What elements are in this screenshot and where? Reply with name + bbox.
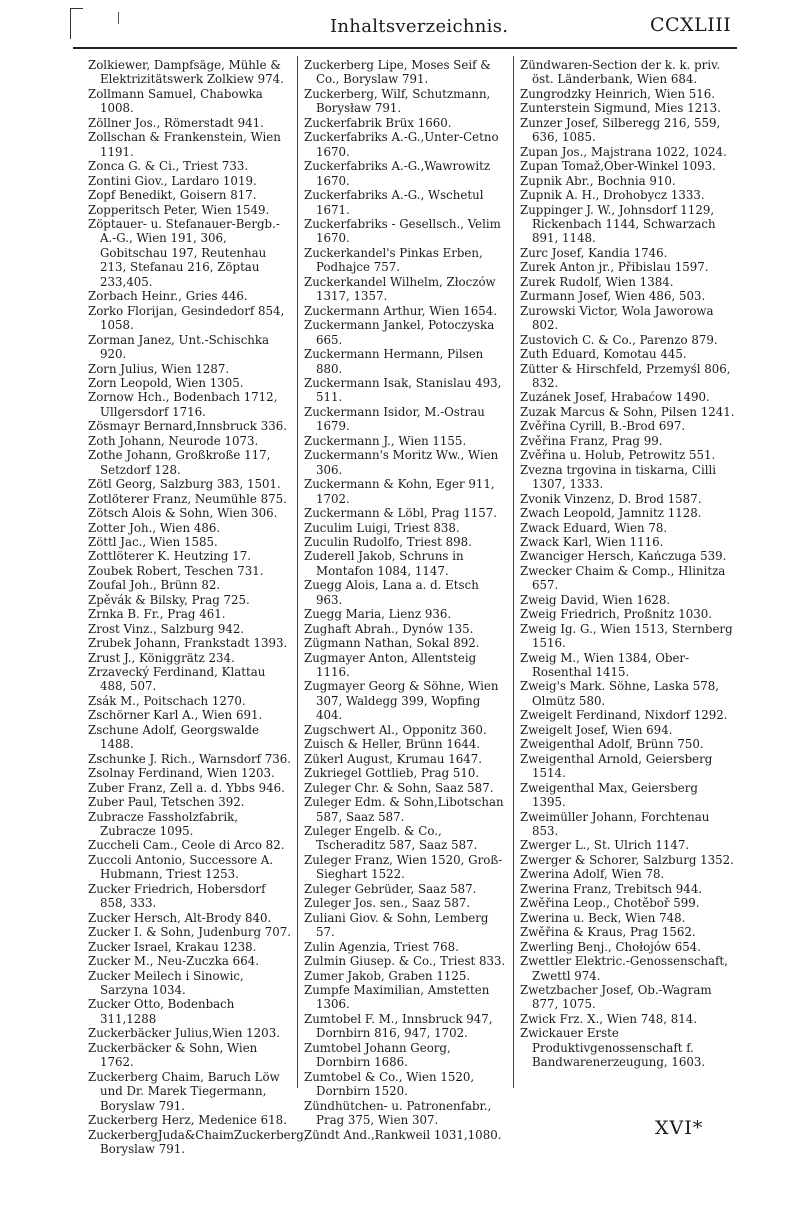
index-entry: Zopf Benedikt, Goisern 817. [88,188,257,203]
index-entry: Zündt And.,Rankweil 1031,1080. [304,1127,502,1142]
index-entry: Zollschan & Frankenstein, Wien 1191. [88,130,281,159]
index-entry: Zupnik A. H., Drohobycz 1333. [520,188,705,203]
corner-crop-mark [70,8,83,39]
index-entry: Zwickauer Erste Produktivgenossenschaft f. Bandwarenerzeugung, 1603. [520,1026,706,1070]
index-entry: Zorn Leopold, Wien 1305. [88,375,244,390]
index-entry: Zuckermann Isak, Stanislau 493, 511. [304,375,502,405]
index-entry: Zustovich C. & Co., Parenzo 879. [520,332,718,347]
index-entry: Zunzer Josef, Silberegg 216, 559, 636, 1085. [520,115,721,145]
index-entry: Zugmayer Georg & Söhne, Wien 307, Waldegg 399, Wopfing 404. [304,679,499,723]
index-entry: Zrzavecký Ferdinand, Klattau 488, 507. [88,665,266,694]
index-entry: Zwecker Chaim & Comp., Hlinitza 657. [520,563,726,593]
index-entry: Zuckerberg Lipe, Moses Seif & Co., Boryslaw 791. [304,58,491,87]
index-entry: Zöllner Jos., Römerstadt 941. [88,115,264,130]
index-entry: Zopperitsch Peter, Wien 1549. [88,202,270,217]
index-entry: Zwerger & Schorer, Salzburg 1352. [520,852,734,867]
index-entry: Zsák M., Poitschach 1270. [88,693,246,708]
index-entry: Zuber Franz, Zell a. d. Ybbs 946. [88,780,285,795]
index-entry: Zughaft Abrah., Dynów 135. [304,621,474,636]
index-entry: Zweigenthal Arnold, Geiersberg 1514. [520,751,713,781]
index-entry: Zonca G. & Ci., Triest 733. [88,159,249,174]
index-entry: Zumer Jakob, Graben 1125. [304,968,471,983]
index-entry: Zuckermann Isidor, M.-Ostrau 1679. [304,404,485,434]
index-entry: Zrust J., Königgrätz 234. [88,650,235,665]
index-entry: Zuckerfabriks A.-G., Wschetul 1671. [304,188,484,217]
index-entry: Zucker Israel, Krakau 1238. [88,939,257,954]
index-entry: Zuleger Gebrüder, Saaz 587. [304,881,477,896]
index-entry: Zucker I. & Sohn, Judenburg 707. [88,925,292,940]
index-entry: Zweimüller Johann, Forchtenau 853. [520,809,710,839]
index-entry: Zuckermann & Kohn, Eger 911, 1702. [304,477,495,506]
index-entry: Zurek Rudolf, Wien 1384. [520,274,674,289]
index-entry: Zweig David, Wien 1628. [520,592,671,607]
index-entry: Zuppinger J. W., Johnsdorf 1129, Rickenbach 1144, Schwarzach 891, 1148. [520,202,716,246]
index-entry: Zweigelt Josef, Wien 694. [520,722,673,737]
index-entry: Zorko Florijan, Gesindedorf 854, 1058. [88,303,285,333]
index-entry: Zösmayr Bernard,Innsbruck 336. [88,419,287,434]
header-rule [73,47,737,49]
index-entry: Zwick Frz. X., Wien 748, 814. [520,1011,698,1026]
index-entry: Zuckerberg Chaim, Baruch Löw und Dr. Marek Tiegermann, Boryslaw 791. [88,1069,280,1113]
index-entry: Zurowski Victor, Wola Jaworowa 802. [520,303,714,333]
index-entry: Zuderell Jakob, Schruns in Montafon 1084, 1147. [304,549,464,578]
index-entry: Zvěřina u. Holub, Petrowitz 551. [520,448,716,463]
index-entry: Zumpfe Maximilian, Amstetten 1306. [304,983,490,1012]
index-entry: Zupnik Abr., Bochnia 910. [520,173,676,188]
index-entry: Zuckermann Arthur, Wien 1654. [304,303,498,318]
index-entry: Zweigenthal Max, Geiersberg 1395. [520,780,698,810]
index-entry: Zuckerfabriks A.-G.,Wawrowitz 1670. [304,159,491,188]
index-entry: Zöttl Jac., Wien 1585. [88,534,218,549]
index-entry: Zrubek Johann, Frankstadt 1393. [88,636,288,651]
index-entry: Zschunke J. Rich., Warnsdorf 736. [88,751,292,766]
index-entry: Zuckerbäcker & Sohn, Wien 1762. [88,1040,258,1070]
index-entry: Zuber Paul, Tetschen 392. [88,795,245,810]
index-entry: Zuzak Marcus & Sohn, Pilsen 1241. [520,404,735,419]
index-entry: Zuleger Jos. sen., Saaz 587. [304,896,471,911]
index-entry: Zubracze Fassholzfabrik, Zubracze 1095. [88,809,239,839]
index-entry: Zuckermann's Moritz Ww., Wien 306. [304,448,499,477]
index-entry: Zontini Giov., Lardaro 1019. [88,173,257,188]
index-entry: Zuckerfabriks A.-G.,Unter-Cetno 1670. [304,130,499,159]
index-entry: Zukriegel Gottlieb, Prag 510. [304,766,480,781]
index-entry: Zuckermann Jankel, Potoczyska 665. [304,318,495,347]
index-entry: Zuckerkandel's Pinkas Erben, Podhajce 757. [304,245,483,275]
index-entry: Zündhütchen- u. Patronenfabr., Prag 375, Wien 307. [304,1098,492,1128]
index-entry: Zvezna trgovina in tiskarna, Cilli 1307, 1333. [520,462,717,492]
index-entry: Zungrodzky Heinrich, Wien 516. [520,86,716,101]
index-column-1 [88,58,308,1156]
index-entry: Zwerina Franz, Trebitsch 944. [520,881,703,896]
index-entry: Zuculin Rudolfo, Triest 898. [304,534,472,549]
index-entry: Zunterstein Sigmund, Mies 1213. [520,101,721,116]
index-entry: Zweig's Mark. Söhne, Laska 578, Olmütz 580. [520,679,720,708]
index-entry: Zothe Johann, Großkroße 117, Setzdorf 128. [88,448,271,477]
index-entry: Zottlöterer K. Heutzing 17. [88,549,251,564]
index-entry: Zucker Otto, Bodenbach 311,1288 [88,997,235,1026]
index-entry: Zwanciger Hersch, Kańczuga 539. [520,549,727,564]
index-entry: Zuliani Giov. & Sohn, Lemberg 57. [304,910,489,940]
index-entry: Zuckerberg Herz, Medenice 618. [88,1113,287,1128]
index-entry: Zweigelt Ferdinand, Nixdorf 1292. [520,708,728,723]
index-entry: Zornow Hch., Bodenbach 1712, Ullgersdorf 1716. [88,390,278,419]
index-entry: Zweig Friedrich, Proßnitz 1030. [520,607,713,622]
index-entry: Zolkiewer, Dampfsäge, Mühle & Elektrizitätswerk Zolkiew 974. [88,58,284,87]
index-entry: Zotter Joh., Wien 486. [88,520,221,535]
index-column-3 [520,58,735,1070]
index-entry: Zuckerkandel Wilhelm, Złoczów 1317, 1357. [304,274,496,304]
index-entry: Zuckermann J., Wien 1155. [304,433,467,448]
index-entry: Zucker Meilech i Sinowic, Sarzyna 1034. [88,968,244,997]
index-entry: Zwerling Benj., Chołojów 654. [520,939,702,954]
index-entry: Zpěvák & Bilsky, Prag 725. [88,592,250,607]
index-entry: Zuccoli Antonio, Successore A. Hubmann, Triest 1253. [88,852,274,882]
index-entry: Zuckerberg, Wilf, Schutzmann, Borysław 791. [304,86,491,116]
index-entry: Zorn Julius, Wien 1287. [88,361,230,376]
index-entry: Zoubek Robert, Teschen 731. [88,563,264,578]
index-entry: Zuleger Chr. & Sohn, Saaz 587. [304,780,494,795]
index-entry: Zuleger Engelb. & Co., Tscheraditz 587, Saaz 587. [304,824,478,853]
column-divider-2 [513,56,514,1088]
index-entry: Zwettler Elektric.-Genossenschaft, Zwettl 974. [520,954,728,983]
index-entry: Zumtobel F. M., Innsbruck 947, Dornbirn 816, 947, 1702. [304,1011,493,1041]
index-entry: Zugmayer Anton, Allentsteig 1116. [304,650,477,680]
index-entry: Zügmann Nathan, Sokal 892. [304,636,480,651]
index-entry: Zoth Johann, Neurode 1073. [88,433,259,448]
index-entry: Zweig Ig. G., Wien 1513, Sternberg 1516. [520,621,733,651]
column-divider-1 [297,56,298,1088]
index-entry: Zoufal Joh., Brünn 82. [88,578,221,593]
page-title: Inhaltsverzeichnis. [330,16,509,37]
index-entry: Zollmann Samuel, Chabowka 1008. [88,86,263,116]
index-entry: Zurek Anton jr., Přibislau 1597. [520,260,709,275]
index-entry: Zrnka B. Fr., Prag 461. [88,607,226,622]
index-entry: Zuzánek Josef, Hrabaćow 1490. [520,390,710,405]
index-entry: Zündwaren-Section der k. k. priv. öst. Länderbank, Wien 684. [520,58,721,87]
index-entry: Zuegg Alois, Lana a. d. Etsch 963. [304,578,479,607]
index-entry: Zupan Jos., Majstrana 1022, 1024. [520,144,727,159]
corner-tick-mark [118,12,119,24]
index-entry: Zurc Josef, Kandia 1746. [520,245,668,260]
index-entry: Zweig M., Wien 1384, Ober-Rosenthal 1415. [520,650,690,680]
index-entry: Zwetzbacher Josef, Ob.-Wagram 877, 1075. [520,983,712,1012]
index-entry: Zugschwert Al., Opponitz 360. [304,722,487,737]
index-entry: Zwack Eduard, Wien 78. [520,520,668,535]
index-entry: Zweigenthal Adolf, Brünn 750. [520,737,704,752]
index-entry: Zumtobel Johann Georg, Dornbirn 1686. [304,1040,451,1070]
index-entry: Zumtobel & Co., Wien 1520, Dornbirn 1520. [304,1069,475,1099]
index-entry: Zvěřina Franz, Prag 99. [520,433,663,448]
index-entry: Zuckerfabriks - Gesellsch., Velim 1670. [304,216,501,246]
index-entry: Zwěřina & Kraus, Prag 1562. [520,925,696,940]
index-entry: Zupan Tomaž,Ober-Winkel 1093. [520,159,716,174]
index-entry: Zwerina Adolf, Wien 78. [520,867,665,882]
index-entry: Zuculim Luigi, Triest 838. [304,520,460,535]
index-entry: Zötsch Alois & Sohn, Wien 306. [88,506,278,521]
index-entry: Zschune Adolf, Georgswalde 1488. [88,722,259,752]
index-entry: Zuckermann Hermann, Pilsen 880. [304,347,484,376]
index-entry: Zucker M., Neu-Zuczka 664. [88,954,259,969]
index-entry: Zuckerfabrik Brüx 1660. [304,115,452,130]
index-entry: ZuckerbergJuda&ChaimZuckerberg, Boryslaw 791. [88,1127,308,1156]
index-entry: Zuccheli Cam., Ceole di Arco 82. [88,838,285,853]
index-entry: Zulin Agenzia, Triest 768. [304,939,459,954]
index-entry: Zötl Georg, Salzburg 383, 1501. [88,477,281,492]
index-entry: Zucker Hersch, Alt-Brody 840. [88,910,272,925]
index-entry: Zorbach Heinr., Gries 446. [88,289,248,304]
index-entry: Zuisch & Heller, Brünn 1644. [304,737,481,752]
index-entry: Zuckermann & Löbl, Prag 1157. [304,506,498,521]
signature-mark: XVI* [655,1117,704,1139]
index-entry: Zütter & Hirschfeld, Przemyśl 806, 832. [520,361,731,390]
page-number: CCXLIII [650,14,732,36]
index-entry: Zrost Vinz., Salzburg 942. [88,621,245,636]
index-entry: Zuckerbäcker Julius,Wien 1203. [88,1026,280,1041]
index-entry: Zwěřina Leop., Chotěboř 599. [520,896,700,911]
index-entry: Zvonik Vinzenz, D. Brod 1587. [520,491,702,506]
index-entry: Zschörner Karl A., Wien 691. [88,708,263,723]
index-entry: Zwerina u. Beck, Wien 748. [520,910,686,925]
index-entry: Zulmin Giusep. & Co., Triest 833. [304,954,506,969]
index-entry: Zuleger Franz, Wien 1520, Groß-Sieghart 1522. [304,852,503,882]
index-column-2 [304,58,508,1142]
index-entry: Zuegg Maria, Lienz 936. [304,607,452,622]
index-entry: Zotlöterer Franz, Neumühle 875. [88,491,287,506]
index-entry: Zuleger Edm. & Sohn,Libotschan 587, Saaz 587. [304,795,504,824]
index-entry: Zwack Karl, Wien 1116. [520,534,664,549]
index-entry: Zuth Eduard, Komotau 445. [520,347,687,362]
index-entry: Zsolnay Ferdinand, Wien 1203. [88,766,275,781]
index-entry: Zucker Friedrich, Hobersdorf 858, 333. [88,881,266,911]
index-entry: Zorman Janez, Unt.-Schischka 920. [88,332,270,362]
index-entry: Zvěřina Cyrill, B.-Brod 697. [520,419,686,434]
index-entry: Zwach Leopold, Jamnitz 1128. [520,506,702,521]
index-entry: Zurmann Josef, Wien 486, 503. [520,289,706,304]
index-entry: Zükerl August, Krumau 1647. [304,751,483,766]
index-entry: Zwerger L., St. Ulrich 1147. [520,838,690,853]
index-entry: Zöptauer- u. Stefanauer-Bergb.-A.-G., Wien 191, 306, Gobitschau 197, Reutenhau 213, Stefanau 216, Zöptau 233,405. [88,216,280,289]
